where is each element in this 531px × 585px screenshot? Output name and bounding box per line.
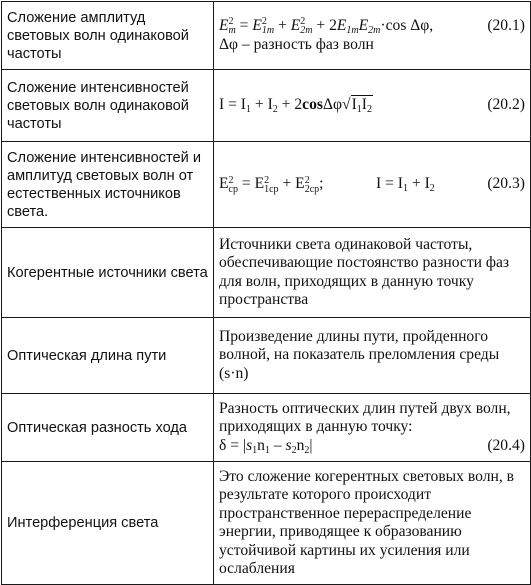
formula-cell (214, 2, 531, 70)
equation-number: (20.3) (487, 175, 525, 193)
table-row (2, 318, 531, 394)
formula-natural-intensity: $I = I_1 + I_2$ (376, 175, 435, 195)
table-row (2, 142, 531, 228)
formula-cell (214, 70, 531, 142)
formula-cell (214, 142, 531, 228)
formula-amplitude-sum: E 2 m = E 2 1m + E 2 2m + $2E_{1m}E_{2m}\cdot\cos$ Δφ, (219, 16, 434, 37)
description-cell: Источники света одинаковой частоты, обеспечивающие постоянство разности фаз для волн, приходящих в данную точку пространства (214, 228, 531, 318)
term-cell: Когерентные источники света (2, 228, 214, 318)
formula-path-difference: $\delta = |s_1n_1 - s_2n_2|$ (219, 436, 313, 456)
equation-number: (20.2) (487, 96, 525, 114)
term-cell: Интерференция света (2, 462, 214, 585)
table-row (2, 70, 531, 142)
table-row (2, 462, 531, 585)
description-cell: Это сложение когерентных световых волн, в результате которого происходит пространственное перераспределение энергии, приводящее к образованию устойчивой картины их усиления или ослабления (214, 462, 531, 585)
formula-natural-amplitude: E 2 ср = E 2 1ср + E 2 2ср ; (219, 174, 324, 195)
term-cell: Сложение амплитуд световых волн одинаковой частоты (2, 2, 214, 70)
term-cell: Сложение интенсивностей световых волн одинаковой частоты (2, 70, 214, 142)
equation-number: (20.1) (487, 17, 525, 34)
term-cell: Оптическая длина пути (2, 318, 214, 394)
definitions-table (1, 1, 531, 585)
table-row (2, 228, 531, 318)
term-cell: Оптическая разность хода (2, 394, 214, 462)
description-cell: Произведение длины пути, пройденного волной, на показатель преломления среды (s·n) (214, 318, 531, 394)
equation-number: (20.4) (487, 436, 525, 454)
table-row (2, 394, 531, 462)
description-cell (214, 394, 531, 462)
description-text: Разность оптических длин путей двух волн, приходящих в данную точку: (219, 399, 511, 436)
table-row (2, 2, 531, 70)
formula-note: Δφ – разность фаз волн (219, 35, 374, 53)
formula-intensity-sum: $I = I_1 + I_2 + 2\cos\Delta\varphi√I_1I_2$ (219, 96, 372, 116)
term-cell: Сложение интенсивностей и амплитуд световых волн от естественных источников света. (2, 142, 214, 228)
